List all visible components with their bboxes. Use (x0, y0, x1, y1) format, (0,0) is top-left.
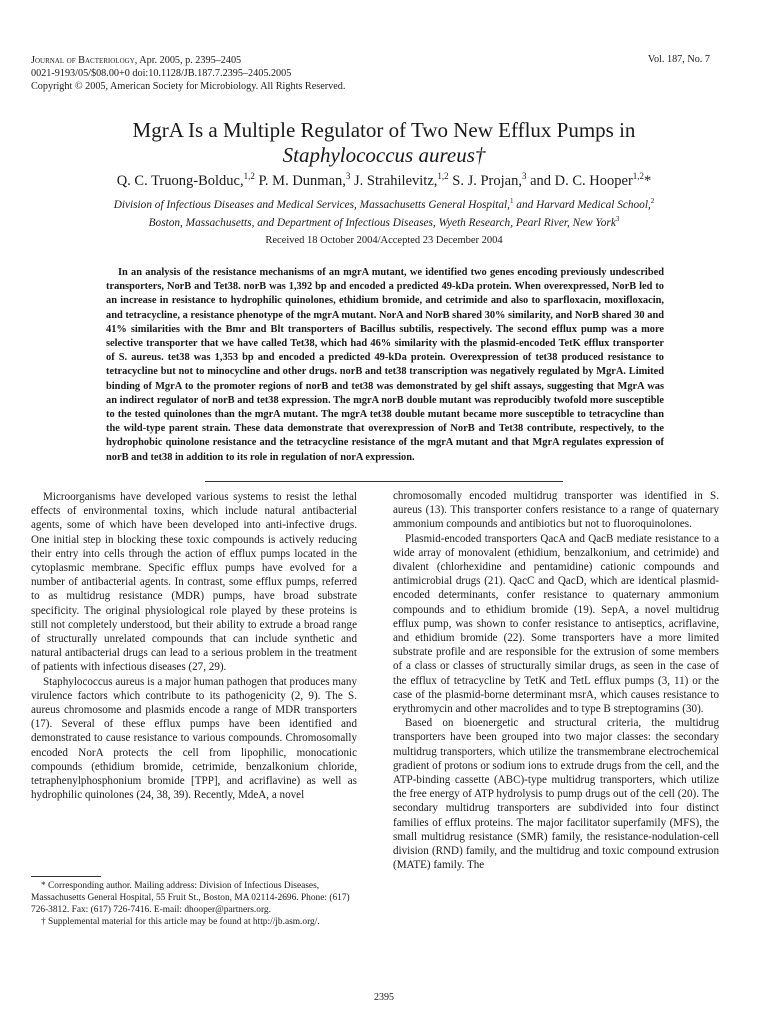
body-paragraph: chromosomally encoded multidrug transporter was identified in S. aureus (13). This transporter confers resistance to a range of quaternary ammonium compounds and antibiotics but not to fluoroquinolones. (393, 490, 719, 531)
abstract (106, 266, 664, 465)
footnotes (31, 880, 357, 928)
copyright-line: Copyright © 2005, American Society for Microbiology. All Rights Reserved. (31, 81, 346, 93)
title-line-1: MgrA Is a Multiple Regulator of Two New Efflux Pumps in (132, 118, 636, 142)
left-column (31, 490, 357, 802)
author: J. Strahilevitz,$^{1,2}$ (354, 171, 449, 189)
author: S. J. Projan,$^3$ (452, 171, 527, 189)
journal-issue: , Apr. 2005, p. 2395–2405 (134, 55, 242, 66)
body-paragraph: Staphylococcus aureus is a major human pathogen that produces many virulence factors which contribute to its pathogenicity (2, 9). The S. aureus chromosome and plasmids encode a range of MDR transporters (17). Several of these efflux pumps have been identified and demonstrated to cause resistance to various compounds. Chromosomally encoded NorA protects the cell from lipophilic, monocationic compounds (ethidium bromide, cetrimide, benzalkonium chloride, tetraphenylphosphonium bromide [TPP], and acriflavine) as well as hydrophilic quinolones (24, 38, 39). Recently, MdeA, a novel (31, 675, 357, 802)
journal-name: Journal of Bacteriology (31, 55, 135, 66)
footnote: * Corresponding author. Mailing address: Division of Infectious Diseases, Massachusetts General Hospital, 55 Fruit St., Boston, MA 02114-2696. Phone: (617) 726-3812. Fax: (617) 726-7416. E-mail: dhooper@partners.org. (31, 881, 350, 915)
body-paragraph: Based on bioenergetic and structural criteria, the multidrug transporters have been grouped into two major classes: the secondary multidrug transporters, which utilize the transmembrane electrochemical gradient of protons or sodium ions to extrude drugs from the cell, and the ATP-binding cassette (ABC)-type multidrug transporters, which utilize the free energy of ATP hydrolysis to pump drugs out of the cell (20). The secondary multidrug transporters are subdivided into four distinct families of efflux proteins. The major facilitator superfamily (MFS), the small multidrug resistance (SMR) family, the resistance-nodulation-cell division (RND) family, and the multidrug and toxic compound extrusion (MATE) family. The (393, 717, 719, 872)
article-title (60, 118, 708, 168)
received-dates: Received 18 October 2004/Accepted 23 December 2004 (265, 235, 503, 246)
body-paragraph: Microorganisms have developed various systems to resist the lethal effects of environmental toxins, which include natural antibacterial agents, some of which have been developed into anti-infective drugs. One initial step in blocking these toxic compounds is actively reducing their entry into cells through the action of efflux pumps located in the cytoplasmic membrane. Specific efflux pumps have evolved for a number of antibacterial agents. In contrast, some efflux pumps, referred to as multidrug resistance (MDR) pumps, have broad substrate specificity. The original physiological role played by these proteins is still not completely understood, but their ability to extrude a broad range of structurally unrelated compounds that can include synthetic and natural antibacterial drugs can lead to a serious problem in the treatment of patients with infectious diseases (27, 29). (31, 491, 357, 674)
affiliations: Division of Infectious Diseases and Medical Services, Massachusetts General Hospital,$^1$ and Harvard Medical School,$^2$ Boston, Massachusetts, and Department of Infectious Diseases, Wyeth Research, Pearl River, New York$^3$ (113, 197, 655, 229)
footnote-divider (31, 876, 101, 877)
author-list (60, 171, 708, 190)
title-line-2: Staphylococcus aureus† (282, 143, 486, 167)
author: Q. C. Truong-Bolduc,$^{1,2}$ (116, 171, 255, 189)
right-column (393, 489, 719, 872)
volume-label: Vol. 187, No. 7 (647, 54, 710, 65)
footnote: † Supplemental material for this article may be found at http://jb.asm.org/. (41, 917, 320, 927)
section-divider (205, 481, 563, 482)
abstract-text: In an analysis of the resistance mechanisms of an mgrA mutant, we identified two genes encoding previously undescribed transporters, NorB and Tet38. norB was 1,392 bp and encoded a predicted 49-kDa protein. When overexpressed, NorB led to an increase in resistance to hydrophilic quinolones, ethidium bromide, and cetrimide and also to sparfloxacin, moxifloxacin, and tetracycline, a resistance phenotype of the mgrA mutant. NorA and NorB shared 30% similarity, and NorB shared 30 and 41% similarities with the Bmr and Blt transporters of Bacillus subtilis, respectively. The second efflux pump was a more selective transporter that we have called Tet38, which had 46% similarity with the plasmid-encoded TetK efflux transporter of S. aureus. tet38 was 1,353 bp and encoded a predicted 49-kDa protein. Overexpression of tet38 produced resistance to tetracycline but not to minocycline and other drugs. norB and tet38 transcription was negatively regulated by MgrA. Limited binding of MgrA to the promoter regions of norB and tet38 was demonstrated by gel shift assays, suggesting that MgrA was an indirect regulator of norB and tet38 expression. The mgrA norB double mutant was reproducibly twofold more susceptible to the tested quinolones than the mgrA mutant. The mgrA tet38 double mutant became more susceptible to tetracycline than the wild-type parent strain. These data demonstrate that overexpression of NorB and Tet38 contribute, respectively, to the hydrophobic quinolone resistance and the tetracycline resistance of the mgrA mutant and that MgrA regulates expression of norB and tet38 in addition to its role in regulation of norA expression. (106, 267, 664, 463)
page-number: 2395 (374, 992, 394, 1003)
body-paragraph: Plasmid-encoded transporters QacA and QacB mediate resistance to a wide array of monovalent (ethidium, benzalkonium, and cetrimide) and divalent (chlorhexidine and pentamidine) cationic compounds and antimicrobial drugs (21). QacC and QacD, which are identical plasmid-encoded determinants, confer resistance to quaternary ammonium compounds and to ethidium bromide (19). SepA, a novel multidrug efflux pump, was shown to confer resistance to antiseptics, acriflavine, and ethidium bromide (22). Some transporters have a more limited substrate profile and are responsible for the extrusion of some members of a class or classes of structurally similar drugs, as seen in the case of the efflux of tetracycline by TetK and TetL efflux pumps (3, 11) or the case of the plasmid-borne determinant msrA, which causes resistance to erythromycin and other macrolides and to type B streptogramins (30). (393, 532, 719, 716)
journal-header (31, 54, 531, 94)
author: and D. C. Hooper$^{1,2}$* (530, 171, 652, 189)
journal-ids: 0021-9193/05/$08.00+0 doi:10.1128/JB.187.7.2395–2405.2005 (31, 68, 292, 80)
author: P. M. Dunman,$^3$ (258, 171, 351, 189)
